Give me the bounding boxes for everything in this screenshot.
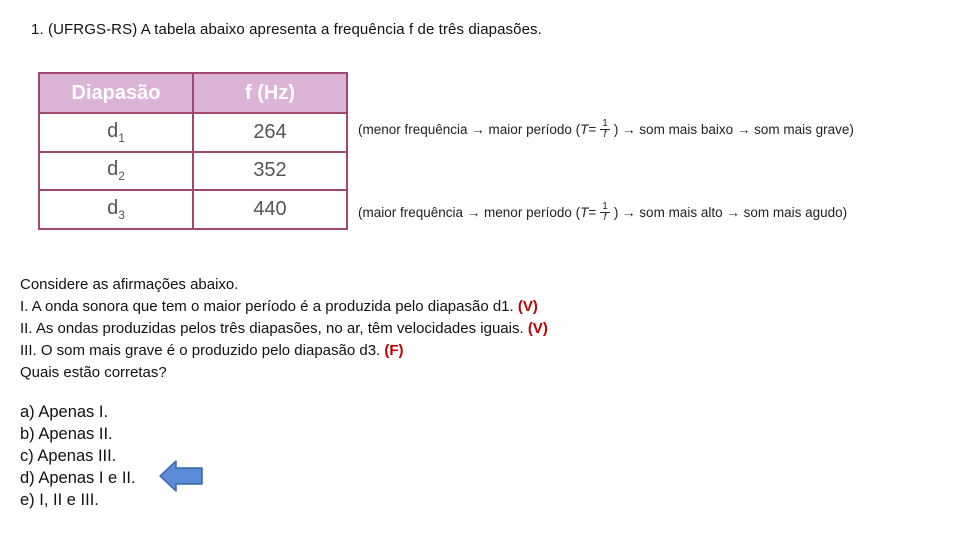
header-frequency: f (Hz): [193, 73, 347, 113]
answer-options: [20, 401, 136, 511]
diapason-name: $d_2$: [39, 152, 193, 191]
header-diapasao: Diapasão: [39, 73, 193, 113]
period-fraction: $\frac{1}{f}$: [602, 118, 608, 140]
mark-true: (V): [527, 320, 548, 337]
option-b: b) Apenas II.: [20, 425, 113, 443]
frequency-table: [38, 72, 348, 230]
option-d: d) Apenas I e II.: [20, 469, 136, 487]
question-prompt: Quais estão corretas?: [20, 364, 167, 381]
diapason-name: $d_1$: [39, 113, 193, 152]
note-low-frequency: (menor frequência → maior período ( T = $\frac{1}{f}$ ) → som mais baixo → som mais grave): [358, 118, 854, 140]
option-c: c) Apenas III.: [20, 447, 117, 465]
diapason-frequency: 264: [193, 113, 347, 152]
statement-i: I. A onda sonora que tem o maior período é a produzida pelo diapasão d1. (V): [20, 298, 538, 315]
option-a: a) Apenas I.: [20, 403, 109, 421]
diapason-frequency: 440: [193, 190, 347, 229]
table-header-row: [39, 73, 347, 113]
statement-iii: III. O som mais grave é o produzido pelo diapasão d3. (F): [20, 342, 404, 359]
table-row: [39, 152, 347, 191]
statements-intro: Considere as afirmações abaixo.: [20, 276, 239, 293]
question-title: 1. (UFRGS-RS) A tabela abaixo apresenta a frequência f de três diapasões.: [31, 21, 542, 38]
mark-true: (V): [517, 298, 538, 315]
table-row: [39, 190, 347, 229]
left-arrow-icon: [158, 459, 204, 493]
mark-false: (F): [384, 342, 404, 359]
diapason-name: $d_3$: [39, 190, 193, 229]
diapason-frequency: 352: [193, 152, 347, 191]
statement-ii: II. As ondas produzidas pelos três diapasões, no ar, têm velocidades iguais. (V): [20, 320, 548, 337]
note-high-frequency: (maior frequência → menor período ( T = $\frac{1}{f}$ ) → som mais alto → som mais agudo): [358, 201, 848, 223]
statements-block: [20, 274, 548, 384]
period-fraction: $\frac{1}{f}$: [602, 201, 608, 223]
table-row: [39, 113, 347, 152]
option-e: e) I, II e III.: [20, 491, 99, 509]
